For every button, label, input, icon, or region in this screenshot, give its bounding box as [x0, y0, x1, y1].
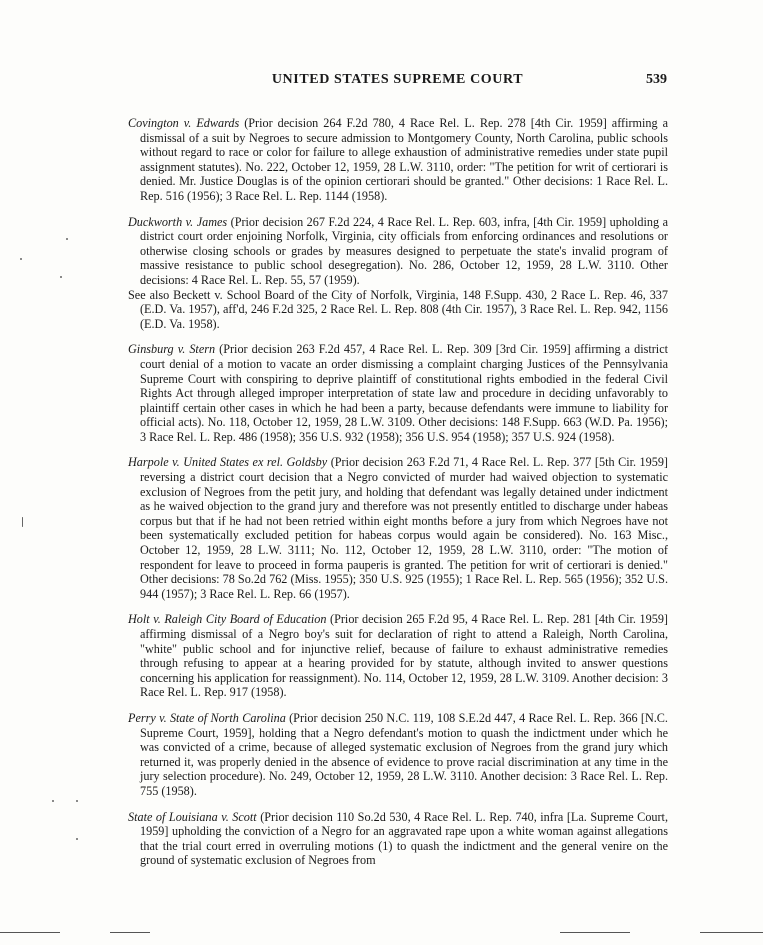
case-list [128, 116, 668, 879]
case-name: Holt v. Raleigh City Board of Education [128, 612, 327, 627]
case-entry-duckworth [128, 215, 668, 288]
case-summary: (Prior decision 263 F.2d 457, 4 Race Rel. L. Rep. 309 [3rd Cir. 1959] affirming a district court denial of a motion to vacate an order dismissing a complaint charging Justices of the Pennsylvania Supreme Court with conspiring to deprive plaintiff of constitutional rights embodied in the federal Civil Rights Act through alleged improper interpretation of state law and procedure in deciding unfavorably to plaintiff certain other cases in which he had been a party, because defendants were immune to liability for official acts). No. 118, October 12, 1959, 28 L.W. 3109. Other decisions: 148 F.Supp. 663 (W.D. Pa. 1956); 3 Race Rel. L. Rep. 486 (1958); 356 U.S. 932 (1958); 356 U.S. 954 (1958); 357 U.S. 924 (1958). [140, 342, 668, 444]
see-also-text: See also Beckett v. School Board of the City of Norfolk, Virginia, 148 F.Supp. 430, 2 Race L. Rep. 46, 337 (E.D. Va. 1957), aff'd, 246 F.2d 325, 2 Race Rel. L. Rep. 808 (4th Cir. 1957), 3 Race Rel. L. Rep. 942, 1156 (E.D. Va. 1958). [128, 287, 668, 331]
case-entry-perry [128, 711, 668, 799]
case-summary: (Prior decision 264 F.2d 780, 4 Race Rel. L. Rep. 278 [4th Cir. 1959] affirming a dismissal of a suit by Negroes to secure admission to Montgomery County, North Carolina, public schools without regard to race or color for failure to allege exhaustion of administrative remedies under state pupil assignment statutes). No. 222, October 12, 1959, 28 L.W. 3110, order: "The petition for writ of certiorari is denied. Mr. Justice Douglas is of the opinion certiorari should be granted." Other decisions: 1 Race Rel. L. Rep. 516 (1956); 3 Race Rel. L. Rep. 1144 (1958). [140, 116, 668, 203]
case-name: Covington v. Edwards [128, 116, 240, 130]
scan-speck [20, 258, 22, 260]
case-entry-covington [128, 116, 668, 204]
footer-rule-segment [560, 932, 630, 933]
case-summary: (Prior decision 263 F.2d 71, 4 Race Rel. L. Rep. 377 [5th Cir. 1959] reversing a district court decision that a Negro convicted of murder had waived objection to systematic exclusion of Negroes from the petit jury, and holding that defendant was legally detained under indictment as he waived objection to the grand jury and therefore was not presently entitled to discharge under habeas corpus but that if he had not been retried within eight months before a jury from which Negroes have not been systematically excluded petition for habeas corpus would again be considered). No. 163 Misc., October 12, 1959, 28 L.W. 3111; No. 112, October 12, 1959, 28 L.W. 3110, order: "The motion of respondent for leave to proceed in forma pauperis is granted. The petition for writ of certiorari is denied." Other decisions: 78 So.2d 762 (Miss. 1955); 350 U.S. 925 (1955); 1 Race Rel. L. Rep. 565 (1956); 352 U.S. 944 (1957); 3 Race Rel. L. Rep. 66 (1957). [140, 455, 668, 601]
scan-speck [66, 238, 68, 240]
scan-footer-edge [0, 932, 763, 933]
footer-rule-segment [0, 932, 60, 933]
scan-speck [76, 838, 78, 840]
see-also-note [128, 288, 668, 332]
case-entry-holt [128, 612, 668, 700]
page-number: 539 [646, 72, 667, 87]
case-name: Harpole v. United States ex rel. Goldsby [128, 455, 328, 470]
case-summary: (Prior decision 265 F.2d 95, 4 Race Rel. L. Rep. 281 [4th Cir. 1959] affirming dismissal of a Negro boy's suit for declaration of right to attend a Raleigh, North Carolina, "white" public school and for injunctive relief, because of failure to exhaust administrative remedies through refusing to appear at a hearing provided for by statute, although invited to answer questions concerning his application for reassignment). No. 114, October 12, 1959, 28 L.W. 3109. Another decision: 3 Race Rel. L. Rep. 917 (1958). [140, 612, 668, 700]
scan-speck [52, 800, 54, 802]
footer-rule-segment [700, 932, 763, 933]
case-summary: (Prior decision 250 N.C. 119, 108 S.E.2d 447, 4 Race Rel. L. Rep. 366 [N.C. Supreme Court, 1959], holding that a Negro defendant's motion to quash the indictment under which he was convicted of a crime, because of alleged systematic exclusion of Negroes from the grand jury which returned it, was properly denied in the absence of evidence to prove racial discrimination at any time in the jury selection procedure). No. 249, October 12, 1959, 28 L.W. 3110. Another decision: 3 Race Rel. L. Rep. 755 (1958). [140, 710, 668, 798]
footer-rule-segment [110, 932, 150, 933]
case-name: Duckworth v. James [128, 214, 228, 229]
case-name: State of Louisiana v. Scott [128, 809, 257, 824]
scan-speck [22, 517, 23, 527]
case-entry-harpole [128, 455, 668, 601]
page-header [128, 72, 667, 92]
case-entry-ginsburg [128, 342, 668, 444]
case-summary: (Prior decision 267 F.2d 224, 4 Race Rel. L. Rep. 603, infra, [4th Cir. 1959] upholding a district court order enjoining Norfolk, Virginia, city officials from enforcing ordinances and resolutions or otherwise closing schools or grades by measures designed to perpetuate the state's invalid program of massive resistance to public school desegregation). No. 286, October 12, 1959, 28 L.W. 3110. Other decisions: 4 Race Rel. L. Rep. 55, 57 (1959). [140, 214, 668, 287]
scan-speck [60, 276, 62, 278]
running-head: UNITED STATES SUPREME COURT [271, 72, 524, 87]
case-entry-louisiana-scott [128, 810, 668, 868]
case-name: Ginsburg v. Stern [128, 342, 216, 357]
scan-speck [76, 800, 78, 802]
case-summary: (Prior decision 110 So.2d 530, 4 Race Rel. L. Rep. 740, infra [La. Supreme Court, 1959] upholding the conviction of a Negro for an aggravated rape upon a white woman against allegations that the trial court erred in overruling motions (1) to quash the indictment and the general venire on the ground of systematic exclusion of Negroes from [140, 809, 668, 868]
case-name: Perry v. State of North Carolina [128, 710, 286, 725]
